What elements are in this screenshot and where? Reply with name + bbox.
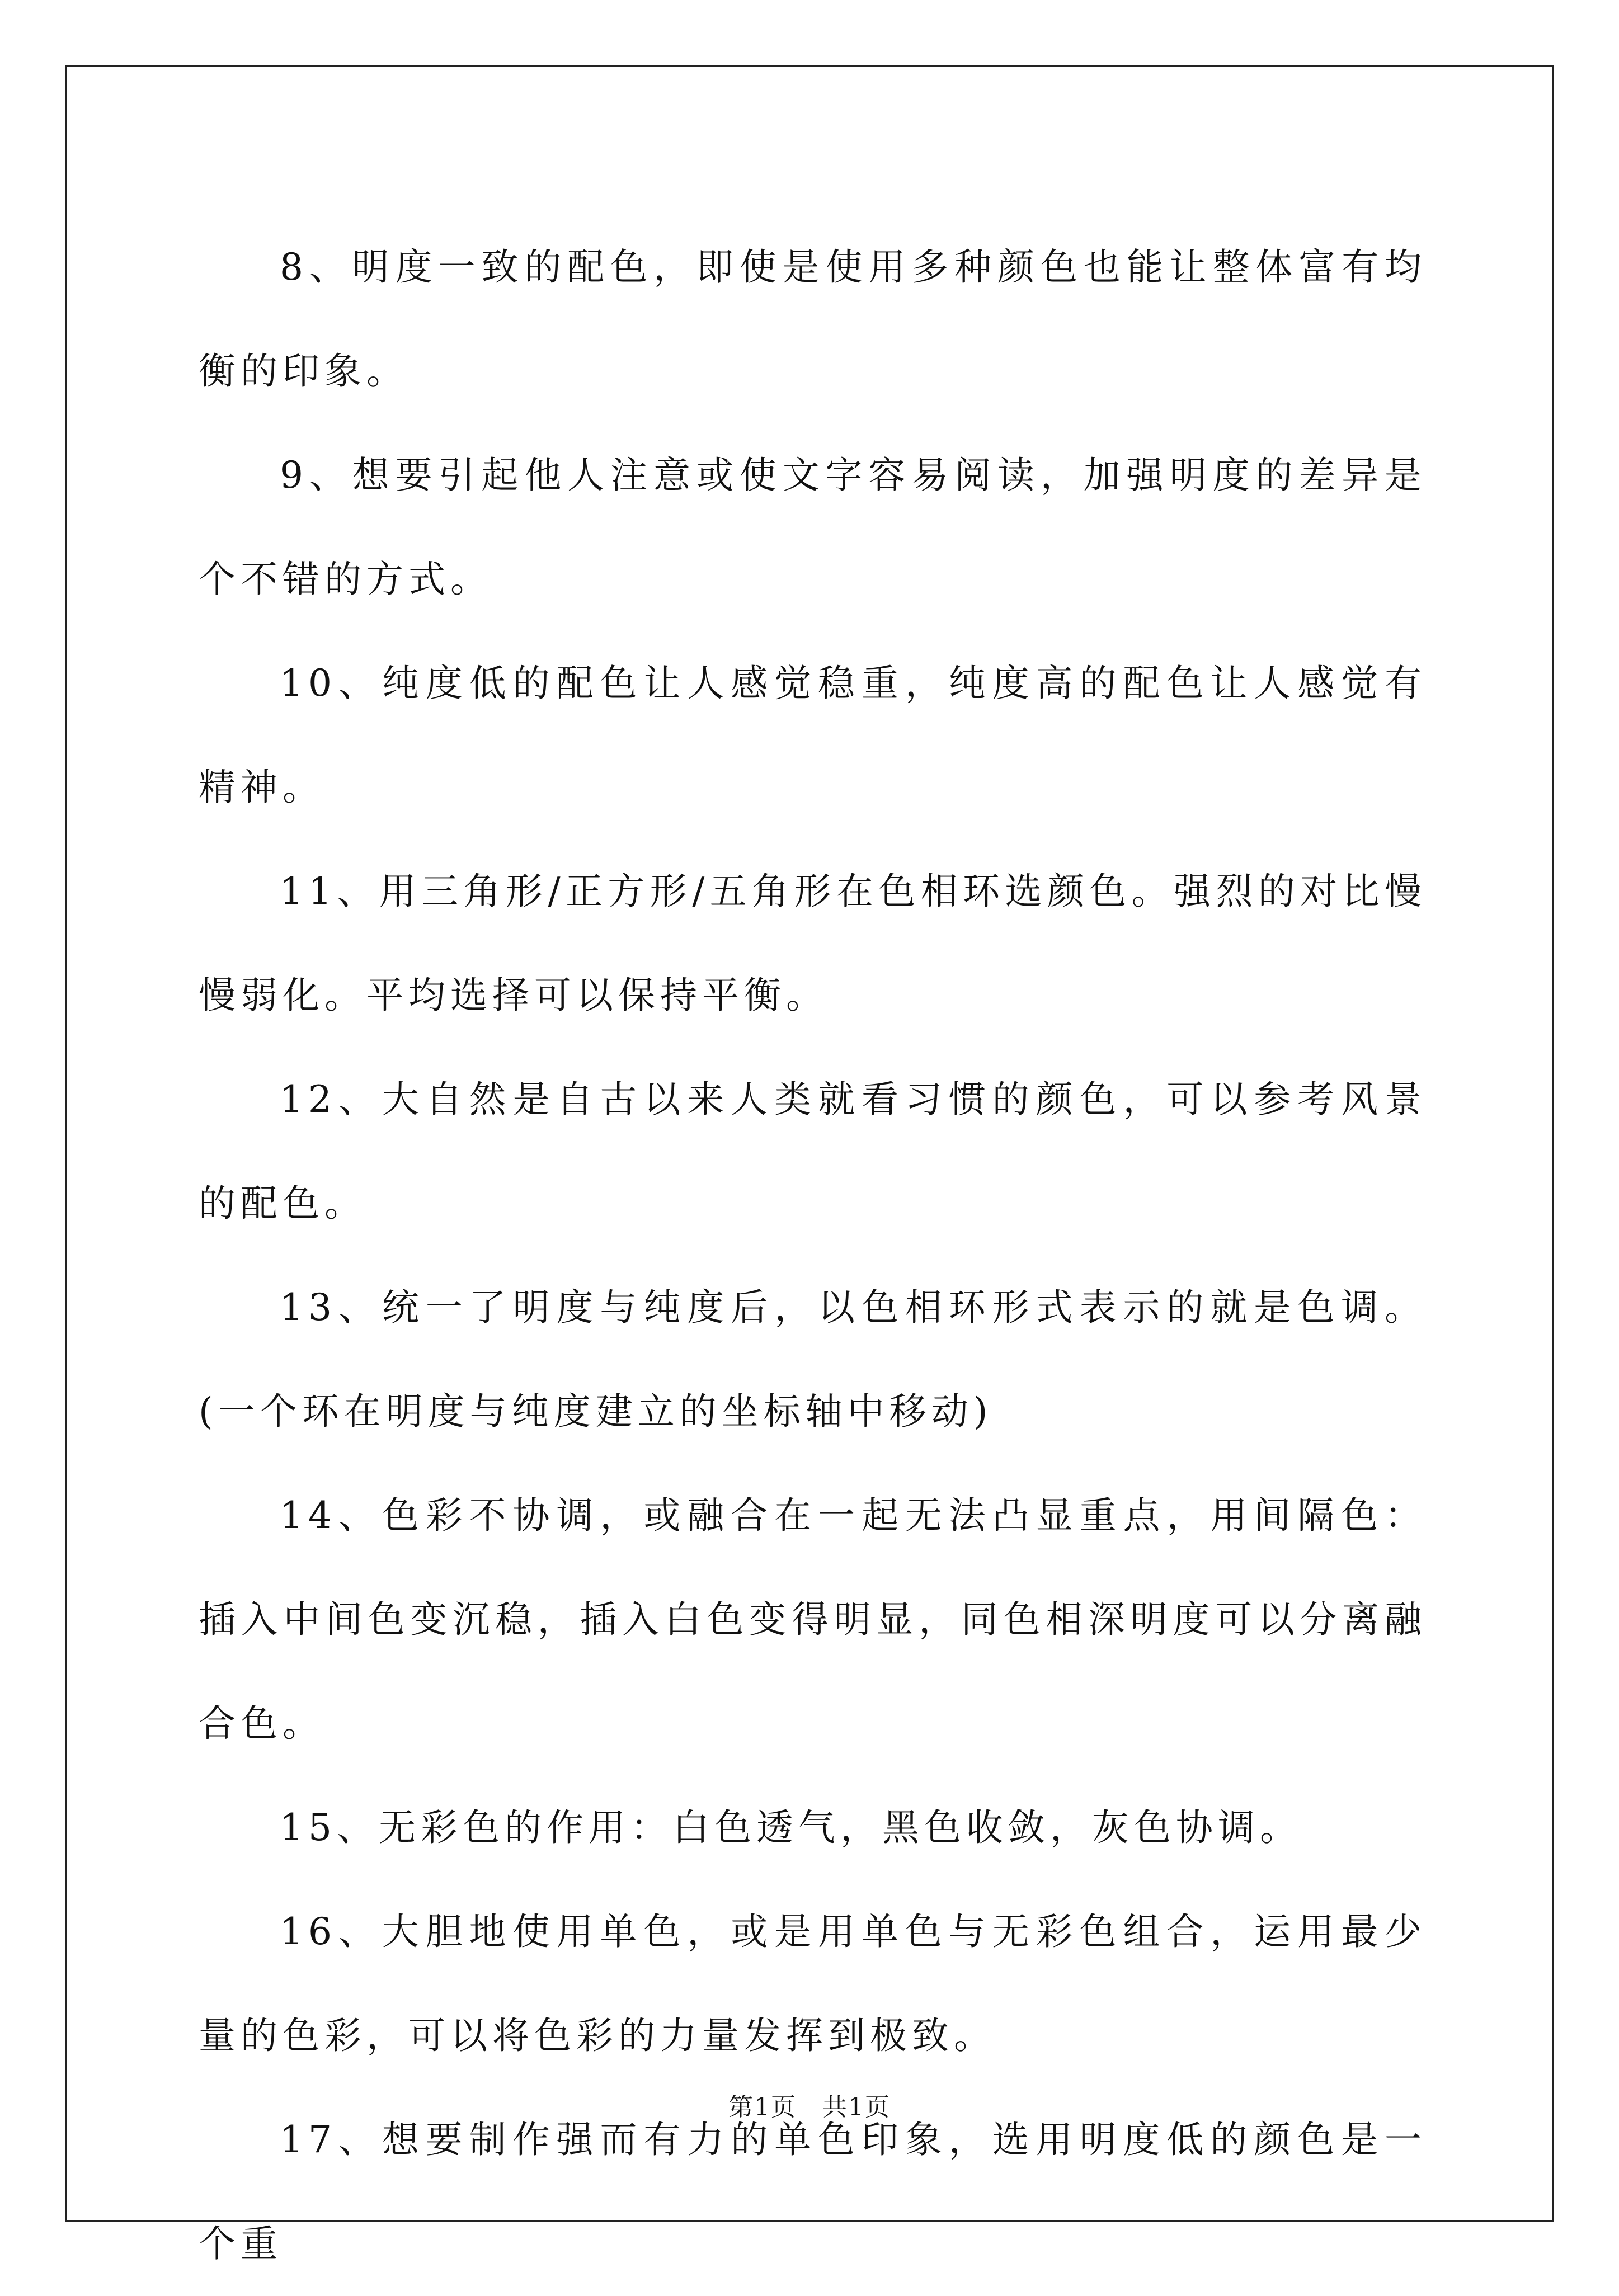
paragraph-17: 17、想要制作强而有力的单色印象，选用明度低的颜色是一个重 (199, 2118, 1427, 2265)
paragraph-16: 16、大胆地使用单色，或是用单色与无彩色组合，运用最少量的色彩，可以将色彩的力量发挥到极致。 (199, 1910, 1427, 2057)
paragraph-8: 8、明度一致的配色，即使是使用多种颜色也能让整体富有均衡的印象。 (199, 246, 1427, 393)
paragraph-13: 13、统一了明度与纯度后，以色相环形式表示的就是色调。(一个环在明度与纯度建立的坐标轴中移动) (199, 1286, 1427, 1433)
document-body (199, 215, 1427, 2296)
paragraph-12: 12、大自然是自古以来人类就看习惯的颜色，可以参考风景的配色。 (199, 1078, 1427, 1225)
paragraph-11: 11、用三角形/正方形/五角形在色相环选颜色。强烈的对比慢慢弱化。平均选择可以保持平衡。 (199, 870, 1427, 1017)
paragraph-14: 14、色彩不协调，或融合在一起无法凸显重点，用间隔色：插入中间色变沉稳，插入白色变得明显，同色相深明度可以分离融合色。 (199, 1494, 1427, 1745)
paragraph-9: 9、想要引起他人注意或使文字容易阅读，加强明度的差异是个不错的方式。 (199, 454, 1427, 601)
paragraph-15: 15、无彩色的作用：白色透气，黑色收敛，灰色协调。 (280, 1806, 1302, 1849)
paragraph-10: 10、纯度低的配色让人感觉稳重，纯度高的配色让人感觉有精神。 (199, 662, 1427, 809)
page-number-footer: 第1页 共1页 (728, 2093, 891, 2121)
